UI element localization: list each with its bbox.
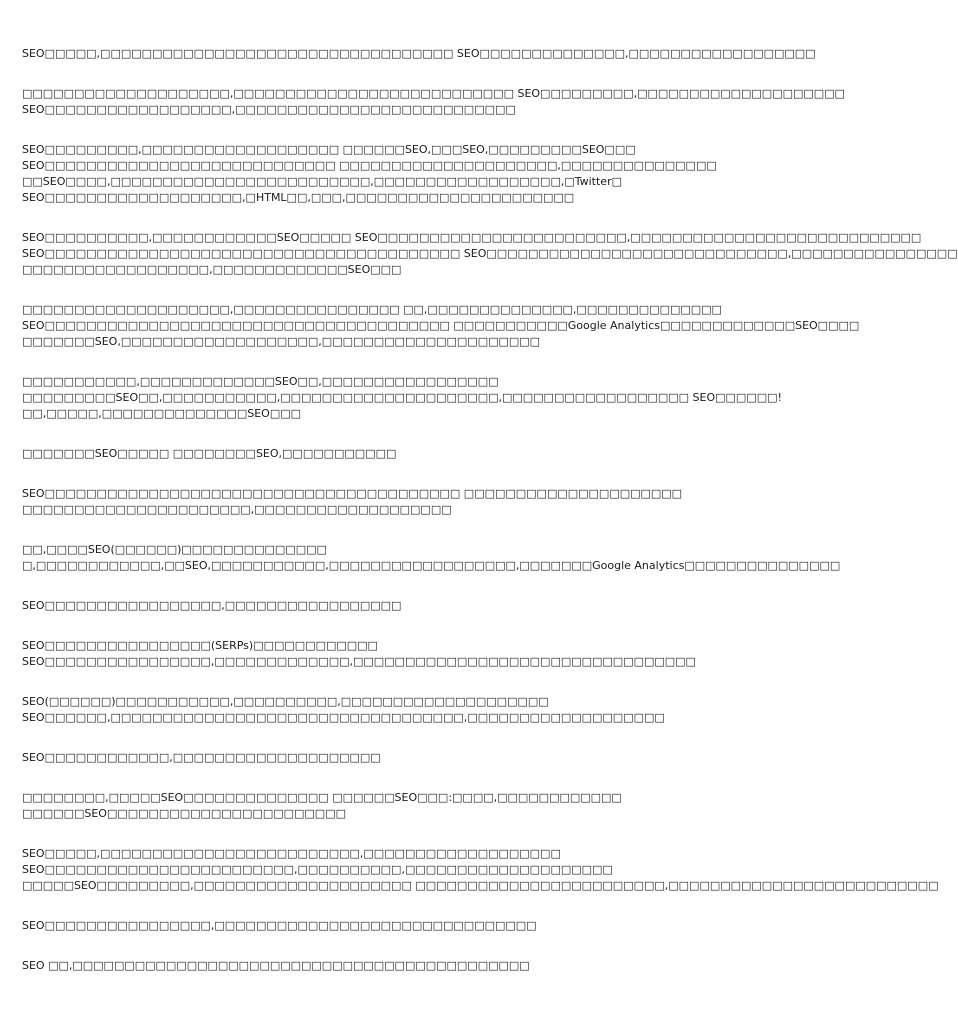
document-body [22,46,958,998]
paragraph-1 [22,46,816,62]
text-line: □□□□□□□□□□□□□□□□□□,□□□□□□□□□□□□□SEO□□□ [22,263,402,276]
paragraph-15 [22,846,939,894]
paragraph-12 [22,694,698,726]
paragraph-9 [22,542,841,574]
text-line: □□,□□□□□,□□□□□□□□□□□□□□SEO□□□ [22,407,302,420]
text-line: □□□□□□□□□□□□□□□□□□□□,□□□□□□□□□□□□□□□□□□□□□□□□□□□ SEO□□□□□□□□□,□□□□□□□□□□□□□□□□□□□□ [22,87,845,100]
text-line: SEO□□□□□□□□□□□□□□□□,□□□□□□□□□□□□□□□□□□□□□□□□□□□□□□□ [22,919,537,932]
paragraph-8 [22,486,698,518]
text-line: □□□□□□□□□□□,□□□□□□□□□□□□□SEO□□,□□□□□□□□□□□□□□□□□ [22,375,499,388]
text-line: SEO(□□□□□□)□□□□□□□□□□□,□□□□□□□□□□,□□□□□□□□□□□□□□□□□□□□ [22,695,549,708]
text-line: □□□□□SEO□□□□□□□□□,□□□□□□□□□□□□□□□□□□□□□ □□□□□□□□□□□□□□□□□□□□□□□□,□□□□□□□□□□□□□□□□□□□□□□□□□□ [22,879,939,892]
text-line: □□□□□□□SEO,□□□□□□□□□□□□□□□□□□□,□□□□□□□□□□□□□□□□□□□□□ [22,335,541,348]
paragraph-17 [22,958,698,974]
text-line: SEO□□□□□□□□□□□□,□□□□□□□□□□□□□□□□□□□□ [22,751,381,764]
text-line: SEO□□□□□□□□□□□□□□□□(SERPs)□□□□□□□□□□□□ [22,639,378,652]
text-line: SEO□□□□□□□□□□□□□□□□□□□□□□□□□□□□□□□□□□□□□□□□ □□□□□□□□□□□□□□□□□□□□□ [22,487,683,500]
text-line: □□□□□□□□□□□□□□□□□□□□,□□□□□□□□□□□□□□□□ □□,□□□□□□□□□□□□□□,□□□□□□□□□□□□□□ [22,303,722,316]
text-line: SEO□□□□□,□□□□□□□□□□□□□□□□□□□□□□□□□□□□□□□□□□ SEO□□□□□□□□□□□□□□,□□□□□□□□□□□□□□□□□□ [22,47,816,60]
text-line: SEO□□□□□□,□□□□□□□□□□□□□□□□□□□□□□□□□□□□□□□□□□,□□□□□□□□□□□□□□□□□□□ [22,711,665,724]
text-line: SEO□□□□□□□□□□,□□□□□□□□□□□□SEO□□□□□ SEO□□□□□□□□□□□□□□□□□□□□□□□□,□□□□□□□□□□□□□□□□□□□□□□□□□□□□ [22,231,922,244]
text-line: □□□□□□SEO□□□□□□□□□□□□□□□□□□□□□□□ [22,807,346,820]
paragraph-3 [22,142,717,206]
text-line: SEO□□□□□□□□□□□□□□□□□□□□□□□□,□□□□□□□□□□,□□□□□□□□□□□□□□□□□□□□ [22,863,613,876]
paragraph-16 [22,918,698,934]
paragraph-11 [22,638,698,670]
text-line: □□SEO□□□□,□□□□□□□□□□□□□□□□□□□□□□□□□,□□□□□□□□□□□□□□□□□□,□Twitter□ [22,175,622,188]
paragraph-4 [22,230,958,278]
text-line: SEO□□□□□□□□□□□□□□□□,□□□□□□□□□□□□□,□□□□□□□□□□□□□□□□□□□□□□□□□□□□□□□□□ [22,655,696,668]
paragraph-7 [22,446,698,462]
paragraph-13 [22,750,698,766]
text-line: SEO□□□□□□□□□□□□□□□□□□□□□□□□□□□□□□□□□□□□□□□□ SEO□□□□□□□□□□□□□□□□□□□□□□□□□□□□□,□□□□□□□□□□□□□□□□ [22,247,958,260]
text-line: SEO □□,□□□□□□□□□□□□□□□□□□□□□□□□□□□□□□□□□□□□□□□□□□□□ [22,959,530,972]
paragraph-14 [22,790,698,822]
text-line: □□□□□□□□,□□□□□SEO□□□□□□□□□□□□□□ □□□□□□SEO□□□:□□□□,□□□□□□□□□□□□ [22,791,622,804]
text-line: SEO□□□□□□□□□□□□□□□□□□,□□□□□□□□□□□□□□□□□□□□□□□□□□□ [22,103,516,116]
text-line: SEO□□□□□,□□□□□□□□□□□□□□□□□□□□□□□□□,□□□□□□□□□□□□□□□□□□□ [22,847,561,860]
text-line: □□□□□□□SEO□□□□□ □□□□□□□□SEO,□□□□□□□□□□□ [22,447,397,460]
paragraph-6 [22,374,782,422]
paragraph-10 [22,598,698,614]
text-line: □□,□□□□SEO(□□□□□□)□□□□□□□□□□□□□□ [22,543,327,556]
text-line: □,□□□□□□□□□□□□,□□SEO,□□□□□□□□□□□,□□□□□□□□□□□□□□□□□□,□□□□□□□Google Analytics□□□□□□□□□□□□□□□ [22,559,841,572]
text-line: SEO□□□□□□□□□□□□□□□□□□□□□□□□□□□□□□□□□□□□□□□ □□□□□□□□□□□Google Analytics□□□□□□□□□□□□□SEO□□□□ [22,319,860,332]
text-line: SEO□□□□□□□□□□□□□□□□□,□□□□□□□□□□□□□□□□□ [22,599,402,612]
text-line: SEO□□□□□□□□□□□□□□□□□□□□□□□□□□□□ □□□□□□□□□□□□□□□□□□□□□,□□□□□□□□□□□□□□□ [22,159,717,172]
text-line: □□□□□□□□□□□□□□□□□□□□□□,□□□□□□□□□□□□□□□□□□□ [22,503,452,516]
paragraph-5 [22,302,860,350]
text-line: SEO□□□□□□□□□□□□□□□□□□□,□HTML□□,□□□,□□□□□□□□□□□□□□□□□□□□□□ [22,191,575,204]
paragraph-2 [22,86,845,118]
text-line: SEO□□□□□□□□□,□□□□□□□□□□□□□□□□□□□ □□□□□□SEO,□□□SEO,□□□□□□□□□SEO□□□ [22,143,636,156]
text-line: □□□□□□□□□SEO□□,□□□□□□□□□□□,□□□□□□□□□□□□□□□□□□□□□,□□□□□□□□□□□□□□□□□□ SEO□□□□□□! [22,391,782,404]
